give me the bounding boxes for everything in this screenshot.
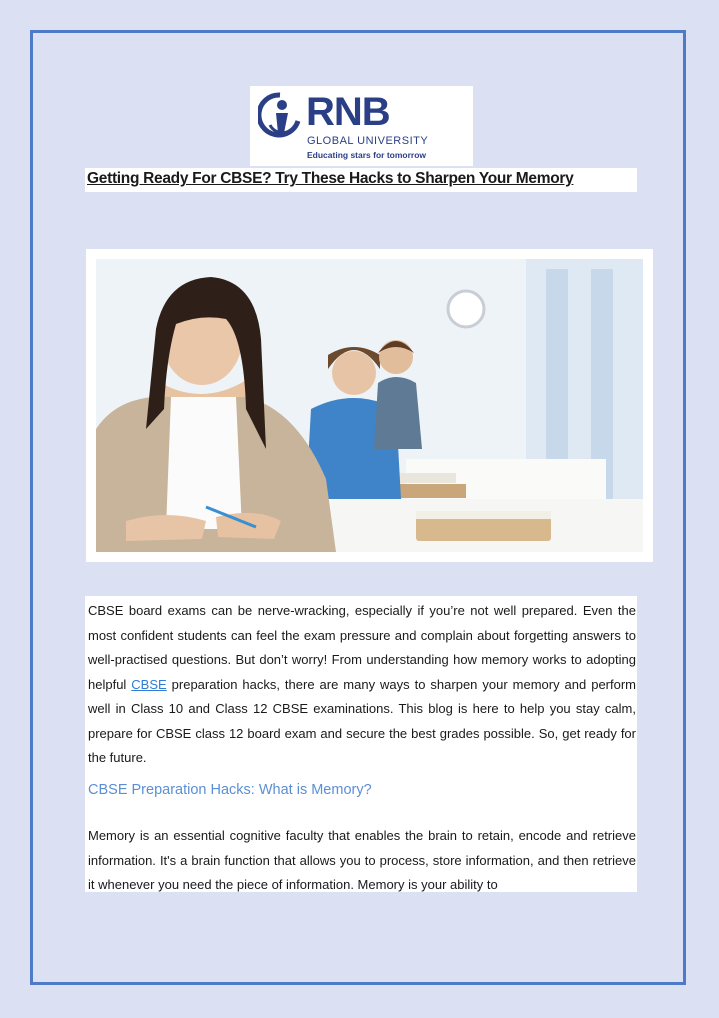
title-bar bbox=[85, 168, 637, 192]
section-heading: CBSE Preparation Hacks: What is Memory? bbox=[88, 782, 372, 798]
students-exam-photo bbox=[96, 259, 643, 552]
university-logo bbox=[250, 86, 473, 166]
article-title: Getting Ready For CBSE? Try These Hacks to Sharpen Your Memory bbox=[87, 170, 574, 187]
intro-text-after-link: preparation hacks, there are many ways to sharpen your memory and perform well in Class 10 and Class 12 CBSE examinations. This blog is here to help you stay calm, prepare for CBSE class 12 board exam and secure the best grades possible. So, get ready for the future. bbox=[88, 676, 637, 765]
logo-tagline: Educating stars for tomorrow bbox=[307, 150, 427, 160]
intro-paragraph bbox=[88, 599, 636, 771]
intro-text-before-link: CBSE board exams can be nerve-wracking, especially if you’re not well prepared. Even the most confident students can feel the exam pressure and complain about forgetting answers to well-practised questions. But don’t worry! From understanding how memory works to adopting helpful bbox=[88, 603, 636, 692]
section-paragraph: Memory is an essential cognitive faculty that enables the brain to retain, encode and retrieve information. It's a brain function that allows you to process, store information, and then retrieve it whenever you need the piece of information. Memory is your ability to bbox=[88, 828, 636, 892]
rnb-emblem-icon bbox=[258, 91, 302, 139]
logo-subtitle: GLOBAL UNIVERSITY bbox=[307, 135, 429, 147]
cbse-link[interactable]: CBSE bbox=[131, 676, 167, 692]
hero-image bbox=[86, 249, 653, 562]
article-body bbox=[85, 596, 637, 892]
logo-name: RNB bbox=[306, 90, 390, 134]
